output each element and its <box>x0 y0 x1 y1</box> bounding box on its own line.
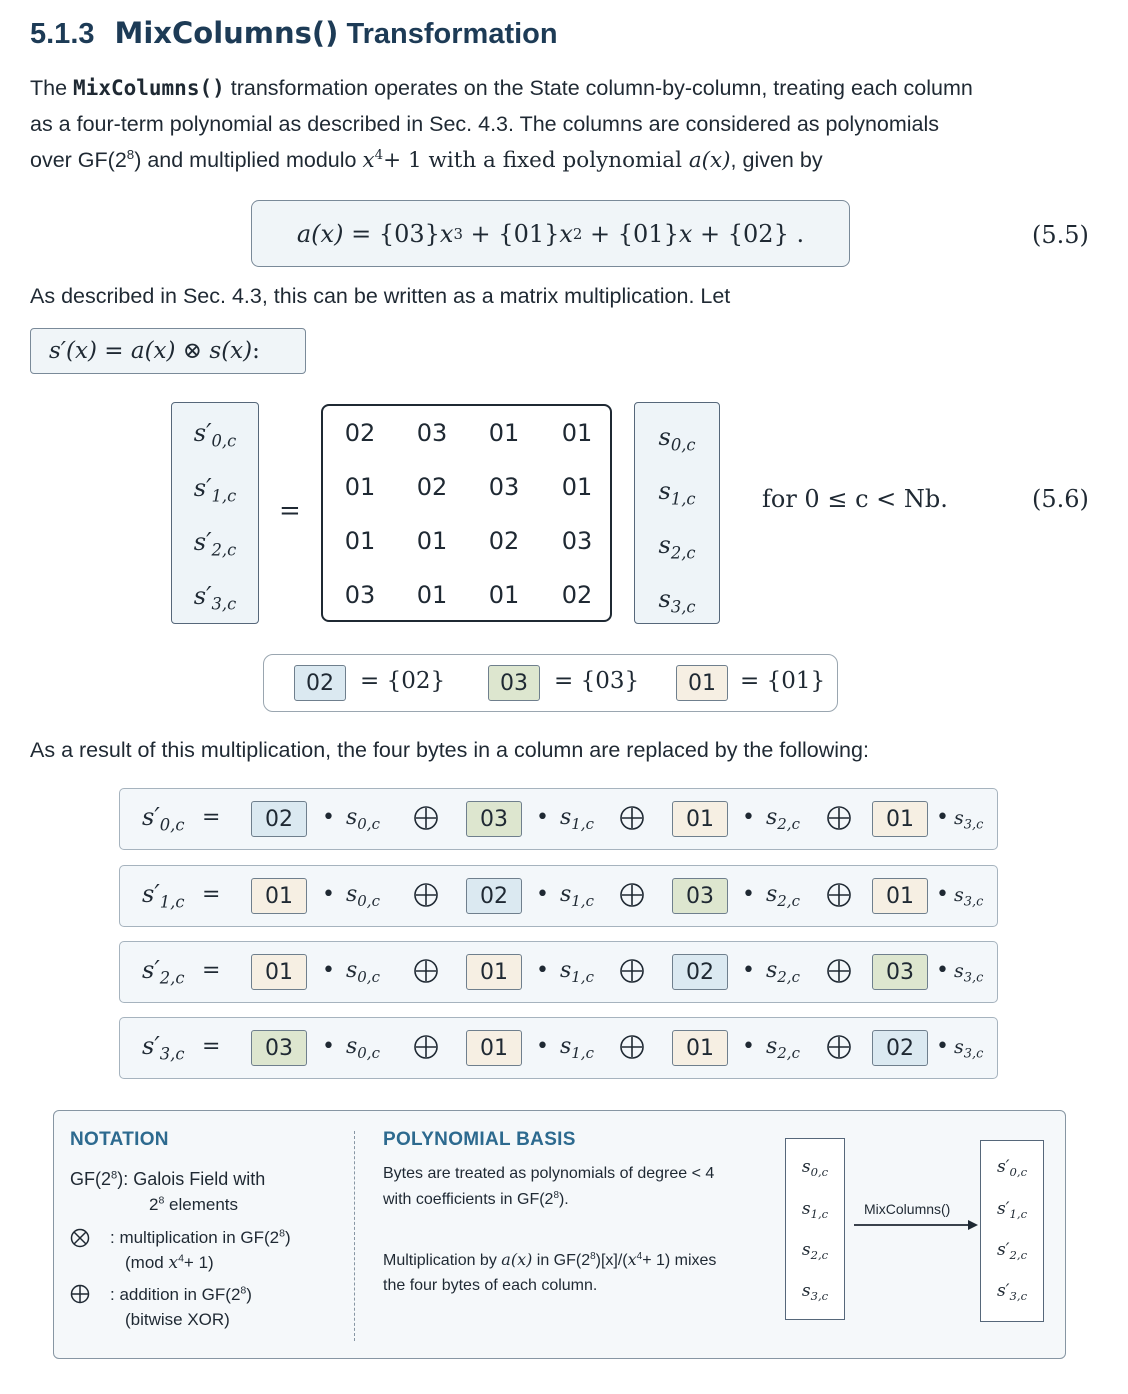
section-heading <box>30 16 558 51</box>
basis-title: POLYNOMIAL BASIS <box>383 1129 576 1150</box>
state-symbol: s <box>766 1034 778 1059</box>
equation-number-5-6: (5.6) <box>1032 485 1089 513</box>
vec-symbol: s <box>801 1281 811 1301</box>
multiply-dot: • <box>536 1034 549 1059</box>
state-symbol: s <box>560 805 572 830</box>
vec-sub: 3,c <box>670 597 696 617</box>
xor-icon <box>826 1034 852 1060</box>
intro-line-3 <box>30 142 1110 179</box>
state-byte <box>766 958 800 987</box>
note-text: + 1) mixes <box>642 1252 717 1269</box>
basis-out-entry <box>981 1240 1043 1263</box>
coefficient-chip: 01 <box>251 878 307 914</box>
state-symbol: s <box>346 882 358 907</box>
matrix-cell: 01 <box>488 419 520 447</box>
xor-icon <box>413 1034 439 1060</box>
row-equals: = <box>202 958 221 983</box>
vec-sub: 1,c <box>211 486 237 506</box>
xor-icon <box>826 958 852 984</box>
state-symbol: s <box>560 882 572 907</box>
vec-sub: 3,c <box>810 1289 829 1304</box>
state-sub: 3,c <box>963 970 984 986</box>
state-sub: 2,c <box>777 1044 800 1063</box>
state-byte <box>560 958 594 987</box>
let-ax: a(x) <box>130 338 176 364</box>
math-var: x <box>627 1250 637 1269</box>
multiply-dot: • <box>536 805 549 830</box>
exponent: 4 <box>374 148 384 164</box>
eq-coef: {02} <box>727 219 789 248</box>
intro-text: transformation operates on the State column-by-column, treating each column <box>224 76 973 100</box>
matrix-cell: 03 <box>561 527 593 555</box>
coefficient-chip: 03 <box>672 878 728 914</box>
vec-symbol: s′ <box>193 528 212 556</box>
intro-line-2: as a four-term polynomial as described in Sec. 4.3. The columns are considered as polynomials <box>30 112 940 136</box>
coefficient-chip: 01 <box>466 954 522 990</box>
section-number: 5.1.3 <box>30 18 95 50</box>
matrix-cell: 01 <box>561 473 593 501</box>
state-byte <box>560 882 594 911</box>
out-vector-entry <box>172 474 258 506</box>
note-text: Multiplication by <box>383 1252 502 1269</box>
state-symbol: s <box>346 1034 358 1059</box>
matrix-equals-sign: = <box>279 496 301 526</box>
exponent: 8 <box>126 147 135 163</box>
exponent: 8 <box>111 1169 118 1182</box>
basis-out-entry <box>981 1199 1043 1222</box>
vec-symbol: s′ <box>996 1157 1010 1177</box>
multiply-dot: • <box>936 882 949 907</box>
note-text: with coefficients in GF(2 <box>383 1191 554 1208</box>
expanded-equation-row <box>119 788 998 850</box>
vec-symbol: s <box>658 477 671 505</box>
multiply-dot: • <box>742 805 755 830</box>
xor-icon <box>619 805 645 831</box>
matrix-intro-text: As described in Sec. 4.3, this can be written as a matrix multiplication. Let <box>30 284 731 308</box>
multiply-dot: • <box>322 958 335 983</box>
vec-sub: 0,c <box>211 431 237 451</box>
exponent: 8 <box>158 1194 165 1207</box>
state-sub: 0,c <box>357 1044 380 1063</box>
intro-text: ) and multiplied modulo <box>134 148 363 172</box>
state-symbol: s <box>346 958 358 983</box>
multiply-dot: • <box>536 882 549 907</box>
multiply-dot: • <box>536 958 549 983</box>
intro-paragraph <box>30 70 1110 179</box>
result-intro-text: As a result of this multiplication, the four bytes in a column are replaced by the following: <box>30 738 869 762</box>
matrix-cell: 02 <box>344 419 376 447</box>
xor-icon <box>619 958 645 984</box>
multiply-dot: • <box>936 958 949 983</box>
xor-icon <box>619 882 645 908</box>
vec-sub: 0,c <box>670 435 696 455</box>
vec-sub: 0,c <box>1009 1165 1028 1180</box>
matrix-cell: 01 <box>488 581 520 609</box>
let-sx: s(x) <box>209 338 253 364</box>
matrix-cell: 01 <box>344 527 376 555</box>
multiply-dot: • <box>742 882 755 907</box>
notation-title: NOTATION <box>70 1129 169 1150</box>
legend-chip-02: 02 <box>294 665 346 701</box>
exponent: 8 <box>590 1251 596 1263</box>
basis-out-entry <box>981 1281 1043 1304</box>
row-lhs <box>142 956 185 988</box>
matrix-cell: 03 <box>344 581 376 609</box>
state-symbol: s <box>346 805 358 830</box>
xor-icon <box>413 805 439 831</box>
eq-plus: + <box>462 219 499 248</box>
basis-line-2 <box>383 1187 569 1212</box>
basis-input-column <box>785 1138 845 1320</box>
state-sub: 2,c <box>777 815 800 834</box>
note-text: + 1) <box>183 1253 214 1272</box>
coefficient-chip: 03 <box>872 954 928 990</box>
lhs-symbol: s′ <box>142 803 160 831</box>
coefficient-chip: 01 <box>672 1030 728 1066</box>
basis-output-column <box>980 1140 1044 1322</box>
note-text: : multiplication in GF(2 <box>110 1228 280 1247</box>
multiply-dot: • <box>936 1034 949 1059</box>
xor-icon <box>619 1034 645 1060</box>
vec-symbol: s′ <box>996 1199 1010 1219</box>
legend-text-01: = {01} <box>740 668 826 694</box>
state-symbol: s <box>766 882 778 907</box>
eq-coef: {01} <box>498 219 560 248</box>
state-byte <box>954 1036 984 1062</box>
state-sub: 3,c <box>963 894 984 910</box>
equation-5-5-box: a(x) = {03} x 3 + {01} x 2 + {01} x + {02} . <box>251 200 850 267</box>
row-lhs <box>142 880 185 912</box>
lhs-sub: 2,c <box>159 968 185 988</box>
vec-sub: 2,c <box>211 540 237 560</box>
multiply-dot: • <box>742 1034 755 1059</box>
matrix-cell: 01 <box>561 419 593 447</box>
coefficient-chip: 03 <box>466 801 522 837</box>
row-lhs <box>142 803 185 835</box>
lhs-symbol: s′ <box>142 956 160 984</box>
coefficient-legend <box>263 654 838 712</box>
vec-sub: 2,c <box>810 1248 829 1263</box>
coefficient-chip: 01 <box>251 954 307 990</box>
state-byte <box>346 882 380 911</box>
legend-chip-03: 03 <box>488 665 540 701</box>
out-vector-entry <box>172 419 258 451</box>
eq-var: x <box>678 219 693 248</box>
notation-otimes-line-2 <box>125 1250 214 1276</box>
let-eq: = <box>96 338 131 364</box>
state-sub: 3,c <box>963 817 984 833</box>
state-sub: 0,c <box>357 815 380 834</box>
state-sub: 1,c <box>571 892 594 911</box>
legend-text-03: = {03} <box>554 668 640 694</box>
vec-symbol: s <box>658 531 671 559</box>
vec-symbol: s <box>801 1199 811 1219</box>
notation-panel <box>53 1110 1066 1359</box>
eq-sign: = <box>343 219 379 248</box>
column-range-condition: for 0 ≤ c < Nb. <box>762 485 948 513</box>
mixcolumns-arrow-label: MixColumns() <box>864 1201 951 1217</box>
state-byte <box>766 1034 800 1063</box>
notation-divider <box>354 1131 355 1341</box>
state-symbol: s <box>954 960 964 982</box>
let-definition-box <box>30 328 306 374</box>
intro-line-1 <box>30 70 1110 106</box>
in-vector-entry <box>635 477 719 509</box>
lhs-sub: 0,c <box>159 815 185 835</box>
oplus-icon <box>70 1284 90 1304</box>
eq-end: . <box>788 219 805 248</box>
intro-text: , given by <box>730 148 823 172</box>
eq-var: x <box>559 219 573 248</box>
eq-plus: + <box>692 219 728 248</box>
coefficient-chip: 01 <box>466 1030 522 1066</box>
lhs-symbol: s′ <box>142 1032 160 1060</box>
basis-line-3 <box>383 1247 716 1273</box>
vec-symbol: s <box>801 1240 811 1260</box>
section-title-rest: Transformation <box>346 18 558 50</box>
section-function-name: MixColumns() <box>114 16 339 50</box>
vec-sub: 1,c <box>1009 1207 1028 1222</box>
coefficient-chip: 02 <box>672 954 728 990</box>
math-var: x <box>168 1253 179 1273</box>
notation-oplus-line <box>110 1282 252 1307</box>
multiply-dot: • <box>742 958 755 983</box>
mix-matrix <box>321 404 612 622</box>
note-text: )[x]/( <box>595 1252 628 1269</box>
notation-gf-line-2 <box>149 1192 238 1217</box>
notation-otimes-line <box>110 1225 291 1250</box>
exponent: 4 <box>636 1251 643 1263</box>
equation-number-5-5: (5.5) <box>1032 221 1089 249</box>
basis-out-entry <box>981 1157 1043 1180</box>
math-var: x <box>362 148 375 173</box>
math-var: a(x) <box>501 1250 533 1269</box>
vec-symbol: s′ <box>193 474 212 502</box>
vec-symbol: s <box>658 423 671 451</box>
vec-sub: 3,c <box>211 594 237 614</box>
matrix-cell: 01 <box>416 527 448 555</box>
in-vector-entry <box>635 531 719 563</box>
legend-chip-01: 01 <box>676 665 728 701</box>
multiply-dot: • <box>322 882 335 907</box>
vec-sub: 2,c <box>670 543 696 563</box>
note-text: ): <box>117 1169 129 1189</box>
vec-symbol: s′ <box>193 419 212 447</box>
state-byte <box>954 884 984 910</box>
out-vector-entry <box>172 528 258 560</box>
vec-sub: 0,c <box>810 1165 829 1180</box>
eq-var: x <box>439 219 454 248</box>
xor-icon <box>413 958 439 984</box>
state-byte <box>346 1034 380 1063</box>
lhs-symbol: s′ <box>142 880 160 908</box>
eq-lhs: a(x) <box>296 219 344 248</box>
state-sub: 2,c <box>777 968 800 987</box>
let-otimes: ⊗ <box>175 338 210 364</box>
state-byte <box>346 958 380 987</box>
basis-in-entry <box>786 1281 844 1304</box>
state-symbol: s <box>560 958 572 983</box>
state-byte <box>560 805 594 834</box>
coefficient-chip: 03 <box>251 1030 307 1066</box>
output-column-vector <box>171 402 259 624</box>
eq-coef: {03} <box>378 219 440 248</box>
basis-in-entry <box>786 1199 844 1222</box>
notation-oplus-line-2: (bitwise XOR) <box>125 1310 230 1329</box>
coefficient-chip: 01 <box>872 801 928 837</box>
input-column-vector <box>634 402 720 624</box>
state-sub: 1,c <box>571 1044 594 1063</box>
state-sub: 2,c <box>777 892 800 911</box>
vec-sub: 2,c <box>1009 1248 1028 1263</box>
state-symbol: s <box>766 805 778 830</box>
multiply-dot: • <box>322 1034 335 1059</box>
coefficient-chip: 01 <box>672 801 728 837</box>
matrix-cell: 03 <box>488 473 520 501</box>
state-symbol: s <box>954 807 964 829</box>
row-equals: = <box>202 882 221 907</box>
state-byte <box>954 960 984 986</box>
expanded-equation-row <box>119 941 998 1003</box>
note-text: 2 <box>149 1195 159 1214</box>
notation-gf-line <box>70 1167 265 1192</box>
matrix-cell: 02 <box>561 581 593 609</box>
state-byte <box>346 805 380 834</box>
vec-symbol: s′ <box>996 1240 1010 1260</box>
out-vector-entry <box>172 582 258 614</box>
expanded-equation-row <box>119 865 998 927</box>
vec-symbol: s <box>801 1157 811 1177</box>
xor-icon <box>826 882 852 908</box>
state-sub: 3,c <box>963 1046 984 1062</box>
matrix-cell: 01 <box>344 473 376 501</box>
exponent: 8 <box>240 1284 247 1297</box>
right-arrow-icon <box>852 1217 980 1233</box>
lhs-sub: 1,c <box>159 892 185 912</box>
in-vector-entry <box>635 423 719 455</box>
note-text: GF(2 <box>70 1169 112 1189</box>
note-text: elements <box>164 1195 239 1214</box>
row-lhs <box>142 1032 185 1064</box>
vec-symbol: s <box>658 585 671 613</box>
basis-in-entry <box>786 1240 844 1263</box>
state-sub: 1,c <box>571 815 594 834</box>
state-byte <box>766 882 800 911</box>
note-text: (mod <box>125 1253 169 1272</box>
coefficient-chip: 01 <box>872 878 928 914</box>
vec-symbol: s′ <box>193 582 212 610</box>
let-lhs: s′(x) <box>49 338 97 364</box>
state-byte <box>954 807 984 833</box>
state-sub: 0,c <box>357 892 380 911</box>
xor-icon <box>413 882 439 908</box>
otimes-icon <box>70 1228 90 1248</box>
state-symbol: s <box>766 958 778 983</box>
expanded-equation-row <box>119 1017 998 1079</box>
coefficient-chip: 02 <box>251 801 307 837</box>
state-symbol: s <box>954 884 964 906</box>
exponent: 8 <box>553 1190 559 1202</box>
matrix-cell: 02 <box>488 527 520 555</box>
multiply-dot: • <box>936 805 949 830</box>
row-equals: = <box>202 805 221 830</box>
note-text: ). <box>558 1191 569 1208</box>
state-symbol: s <box>954 1036 964 1058</box>
exponent: 8 <box>279 1227 285 1240</box>
intro-text: over GF(2 <box>30 148 127 172</box>
multiply-dot: • <box>322 805 335 830</box>
state-byte <box>560 1034 594 1063</box>
coefficient-chip: 02 <box>872 1030 928 1066</box>
eq-coef: {01} <box>617 219 679 248</box>
state-sub: 1,c <box>571 968 594 987</box>
note-text: ) <box>246 1285 252 1304</box>
note-text: ) <box>284 1228 291 1247</box>
matrix-cell: 03 <box>416 419 448 447</box>
eq-plus: + <box>582 219 618 248</box>
legend-text-02: = {02} <box>360 668 446 694</box>
vec-sub: 1,c <box>670 489 696 509</box>
coefficient-chip: 02 <box>466 878 522 914</box>
basis-in-entry <box>786 1157 844 1180</box>
lhs-sub: 3,c <box>159 1044 185 1064</box>
matrix-cell: 01 <box>416 581 448 609</box>
note-text: : addition in GF(2 <box>110 1285 241 1304</box>
inline-code: MixColumns() <box>73 76 225 100</box>
intro-text: The <box>30 76 74 100</box>
row-equals: = <box>202 1034 221 1059</box>
note-text: Galois Field with <box>128 1169 266 1189</box>
state-sub: 0,c <box>357 968 380 987</box>
exponent: 4 <box>178 1252 184 1265</box>
matrix-cell: 02 <box>416 473 448 501</box>
xor-icon <box>826 805 852 831</box>
basis-line-1: Bytes are treated as polynomials of degree < 4 <box>383 1165 715 1182</box>
vec-symbol: s′ <box>996 1281 1010 1301</box>
note-text: in GF(2 <box>532 1252 591 1269</box>
basis-line-4: the four bytes of each column. <box>383 1277 598 1294</box>
intro-text: + 1 with a fixed polynomial <box>383 148 689 173</box>
let-colon: : <box>252 338 260 364</box>
in-vector-entry <box>635 585 719 617</box>
state-byte <box>766 805 800 834</box>
math-var: a(x) <box>688 148 731 173</box>
vec-sub: 1,c <box>810 1207 829 1222</box>
state-symbol: s <box>560 1034 572 1059</box>
vec-sub: 3,c <box>1009 1289 1028 1304</box>
